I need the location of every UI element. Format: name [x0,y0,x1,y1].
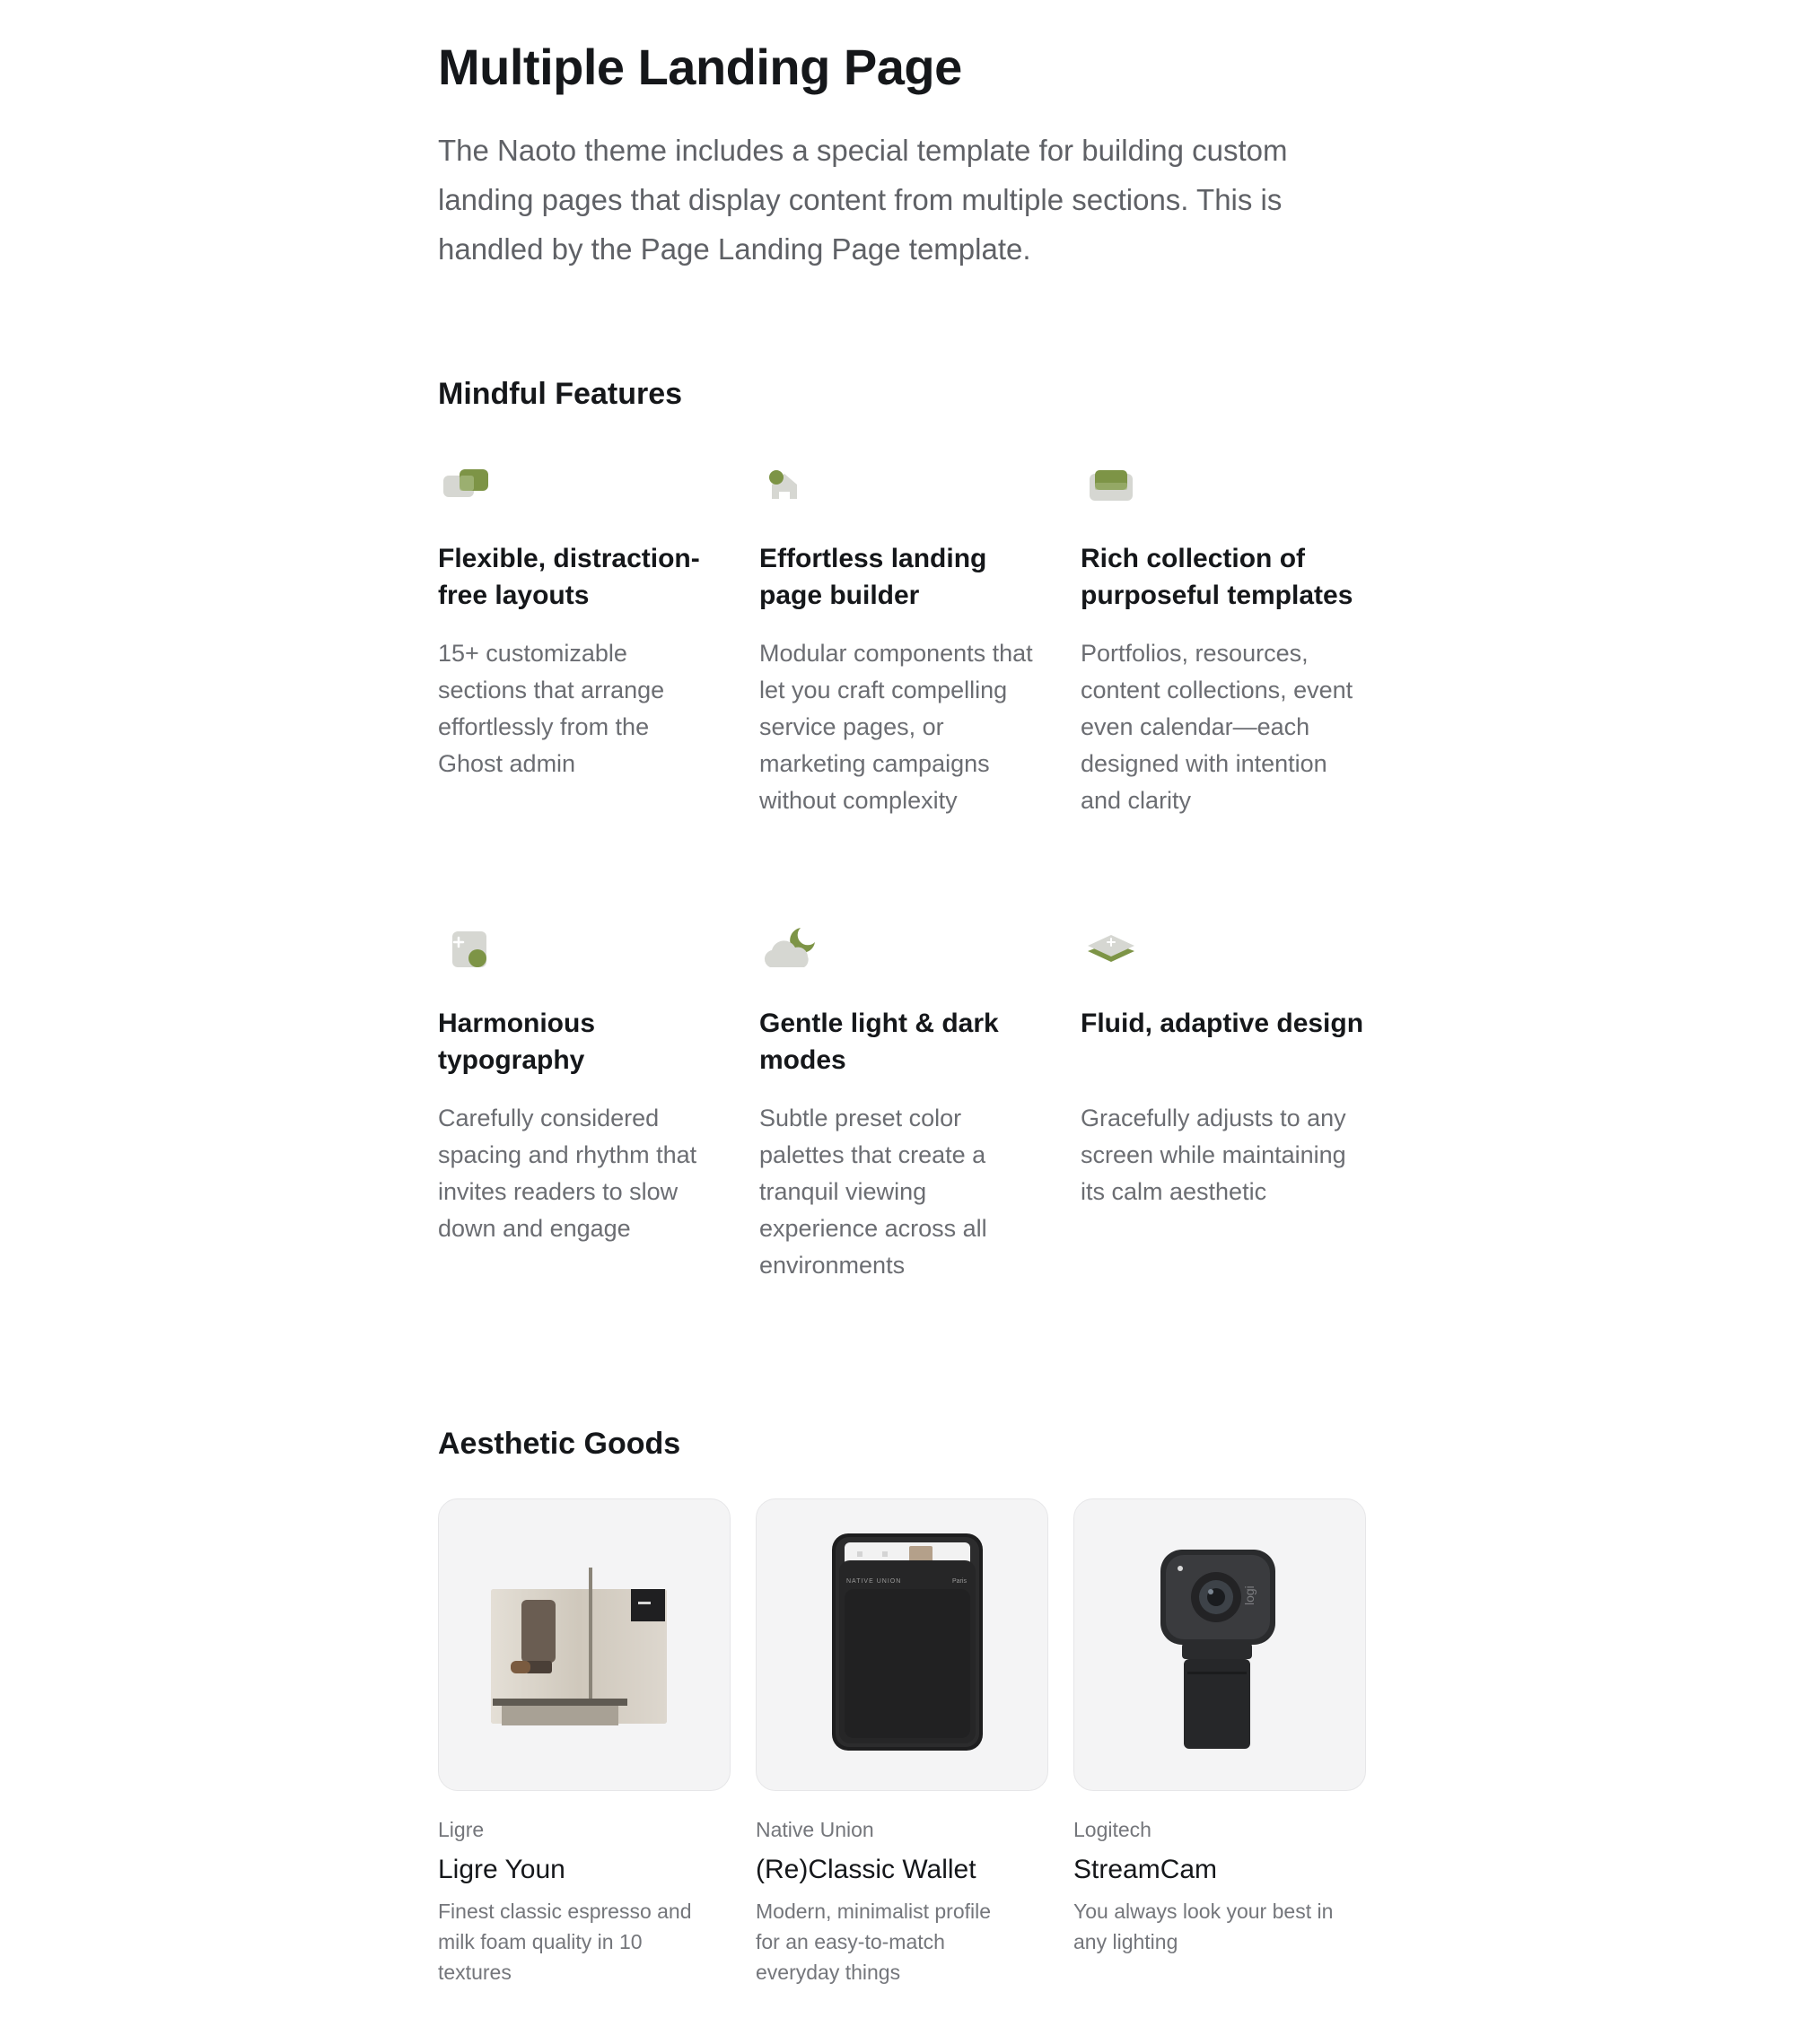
product-image-frame[interactable] [1073,1498,1366,1791]
product-description: Finest classic espresso and milk foam quality in 10 textures [438,1900,692,1984]
product-card-native-union[interactable] [756,1498,1048,1987]
product-name[interactable]: StreamCam [1073,1855,1218,1884]
page-title: Multiple Landing Page [438,39,962,95]
feature-title: Gentle light & dark modes [759,1009,999,1075]
product-brand: Logitech [1073,1818,1151,1841]
product-card-ligre[interactable] [438,1498,731,1987]
feature-title: Harmonious typography [438,1009,596,1075]
product-card-logitech[interactable] [1073,1498,1366,1957]
wallet-image [757,1499,1048,1791]
product-description: You always look your best in any lighting [1073,1900,1334,1953]
product-name[interactable]: (Re)Classic Wallet [756,1855,976,1884]
layouts-icon [438,458,495,515]
feature-description: Modular components that let you craft compelling service pages, or marketing campaigns without complexity [759,640,1033,814]
product-image-frame[interactable] [756,1498,1048,1791]
features-section-title: Mindful Features [438,377,683,411]
product-brand: Native Union [756,1818,874,1841]
webcam-logo: logi [1242,1585,1256,1605]
layers-icon [1081,922,1138,980]
page-intro: The Naoto theme includes a special template for building custom landing pages that display content from multiple sections. This is handled by the Page Landing Page template. [438,134,1288,266]
home-builder-icon [759,458,817,515]
feature-title: Flexible, distraction-free layouts [438,544,700,610]
feature-title: Rich collection of purposeful templates [1081,544,1353,610]
feature-description: 15+ customizable sections that arrange effortlessly from the Ghost admin [438,640,665,777]
typography-icon [438,922,495,980]
product-name[interactable]: Ligre Youn [438,1855,565,1884]
webcam-image [1074,1499,1366,1791]
product-image-frame[interactable] [438,1498,731,1791]
feature-description: Subtle preset color palettes that create a tranquil viewing experience across all environments [759,1105,987,1279]
feature-description: Carefully considered spacing and rhythm that invites readers to slow down and engage [438,1105,697,1242]
feature-description: Portfolios, resources, content collections, event even calendar—each designed with intention and clarity [1081,640,1353,814]
wallet-label-right: Paris [952,1578,967,1585]
goods-section-title: Aesthetic Goods [438,1427,681,1461]
product-brand: Ligre [438,1818,485,1841]
wallet-label-left: NATIVE UNION [846,1578,902,1585]
feature-title: Effortless landing page builder [759,544,987,610]
cloud-moon-icon [759,922,817,980]
feature-description: Gracefully adjusts to any screen while maintaining its calm aesthetic [1081,1105,1346,1205]
product-description: Modern, minimalist profile for an easy-to-match everyday things [756,1900,992,1984]
templates-icon [1081,458,1138,515]
feature-title: Fluid, adaptive design [1081,1009,1364,1038]
espresso-machine-image [439,1499,731,1791]
